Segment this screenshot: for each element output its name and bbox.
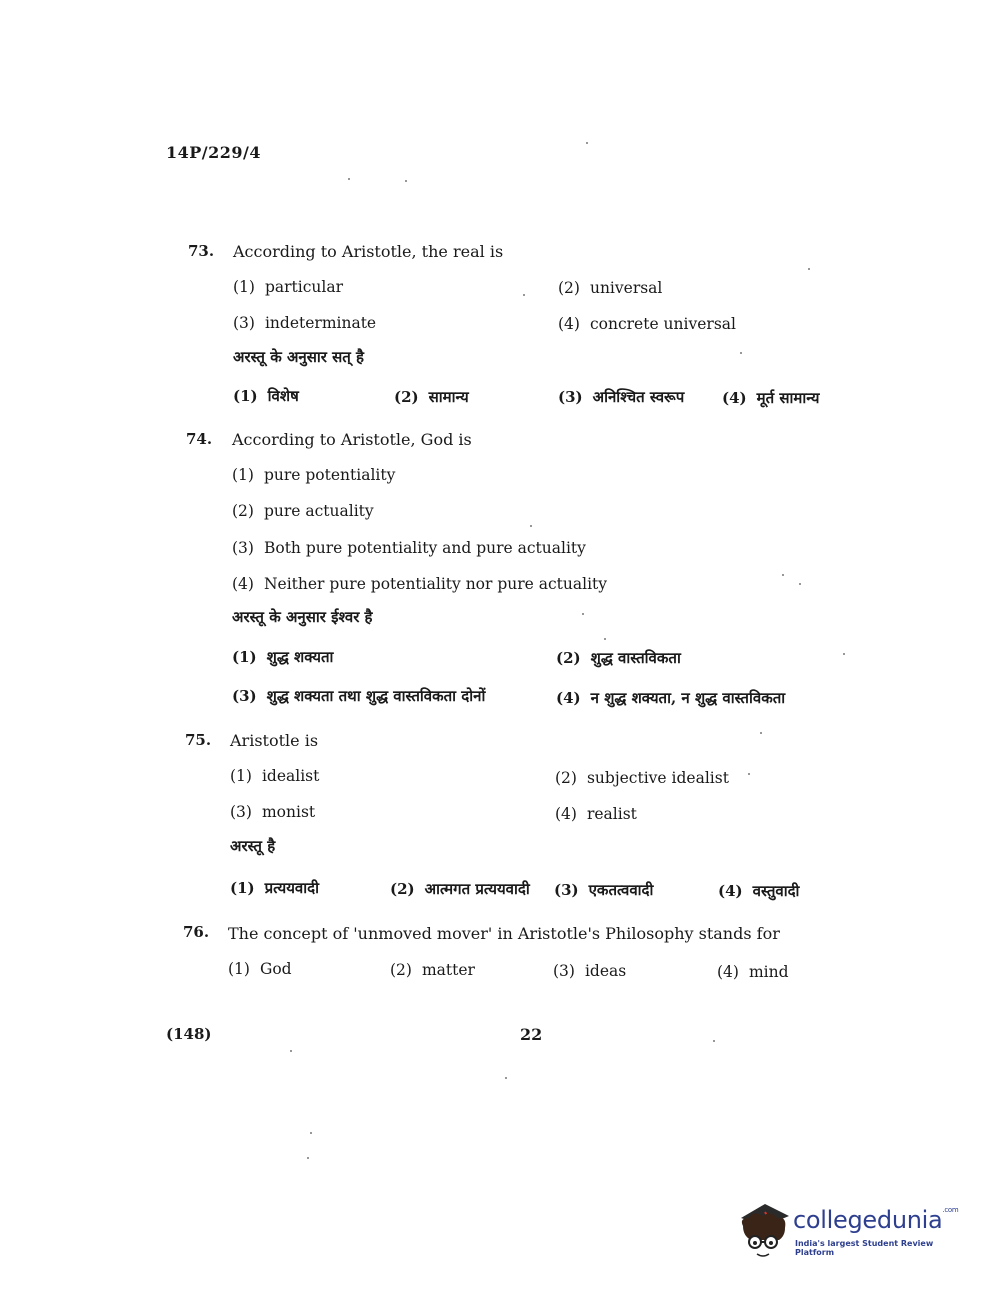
scan-speck xyxy=(799,583,801,585)
scan-speck xyxy=(582,613,584,615)
hindi-option: (3) अनिश्चित स्वरूप xyxy=(558,388,685,406)
hindi-option: (3) शुद्ध शक्यता तथा शुद्ध वास्तविकता दोनों xyxy=(232,687,486,705)
question-number: 74. xyxy=(186,430,213,448)
scan-speck xyxy=(808,268,810,270)
paper-code: 14P/229/4 xyxy=(166,143,262,162)
option: (4) Neither pure potentiality nor pure actuality xyxy=(232,575,608,593)
question-text: Aristotle is xyxy=(230,731,319,750)
scan-speck xyxy=(586,142,588,144)
hindi-question-text: अरस्तू के अनुसार सत् है xyxy=(233,348,364,366)
option: (3) Both pure potentiality and pure actuality xyxy=(232,539,586,557)
option: (3) ideas xyxy=(553,962,627,980)
hindi-question-text: अरस्तू है xyxy=(230,837,276,855)
scan-speck xyxy=(290,1050,292,1052)
question-number: 76. xyxy=(183,923,210,941)
scan-speck xyxy=(405,180,407,182)
hindi-option: (1) शुद्ध शक्यता xyxy=(232,648,334,666)
scan-speck xyxy=(310,1132,312,1134)
hindi-option: (1) विशेष xyxy=(233,387,299,405)
question-text: According to Aristotle, the real is xyxy=(233,242,504,261)
hindi-option: (2) सामान्य xyxy=(394,388,469,406)
scan-speck xyxy=(530,525,532,527)
scan-speck xyxy=(740,352,742,354)
question-number: 73. xyxy=(188,242,215,260)
hindi-question-text: अरस्तू के अनुसार ईश्वर है xyxy=(232,608,373,626)
scan-speck xyxy=(713,1040,715,1042)
option: (4) realist xyxy=(555,805,637,823)
option: (2) matter xyxy=(390,961,475,979)
scan-speck xyxy=(348,178,350,180)
footer-code: (148) xyxy=(166,1025,212,1043)
scan-speck xyxy=(505,1077,507,1079)
hindi-option: (2) आत्मगत प्रत्ययवादी xyxy=(390,880,530,898)
hindi-option: (2) शुद्ध वास्तविकता xyxy=(556,649,681,667)
hindi-option: (3) एकतत्ववादी xyxy=(554,881,654,899)
option: (1) idealist xyxy=(230,767,320,785)
question-text: The concept of 'unmoved mover' in Aristotle's Philosophy stands for xyxy=(228,924,780,943)
hindi-option: (4) वस्तुवादी xyxy=(718,882,800,900)
question-text: According to Aristotle, God is xyxy=(232,430,472,449)
option: (2) universal xyxy=(558,279,663,297)
scan-speck xyxy=(748,773,750,775)
option: (2) pure actuality xyxy=(232,502,374,520)
option: (3) monist xyxy=(230,803,316,821)
scan-speck xyxy=(523,294,525,296)
student-mascot-icon xyxy=(735,1196,795,1262)
option: (1) pure potentiality xyxy=(232,466,396,484)
brand-name: collegedunia$^{.com}$ xyxy=(793,1206,959,1234)
scan-speck xyxy=(843,653,845,655)
scan-speck xyxy=(782,574,784,576)
page-number: 22 xyxy=(520,1025,543,1044)
brand-tagline: India's largest Student Review Platform xyxy=(795,1239,934,1257)
hindi-option: (4) मूर्त सामान्य xyxy=(722,389,820,407)
option: (4) concrete universal xyxy=(558,315,736,333)
scan-speck xyxy=(604,638,606,640)
option: (3) indeterminate xyxy=(233,314,377,332)
option: (1) particular xyxy=(233,278,343,296)
option: (1) God xyxy=(228,960,292,978)
option: (4) mind xyxy=(717,963,789,981)
scan-speck xyxy=(760,732,762,734)
hindi-option: (1) प्रत्ययवादी xyxy=(230,879,320,897)
hindi-option: (4) न शुद्ध शक्यता, न शुद्ध वास्तविकता xyxy=(556,689,786,707)
option: (2) subjective idealist xyxy=(555,769,729,787)
question-number: 75. xyxy=(185,731,212,749)
scan-speck xyxy=(307,1157,309,1159)
collegedunia-watermark xyxy=(735,1196,965,1262)
